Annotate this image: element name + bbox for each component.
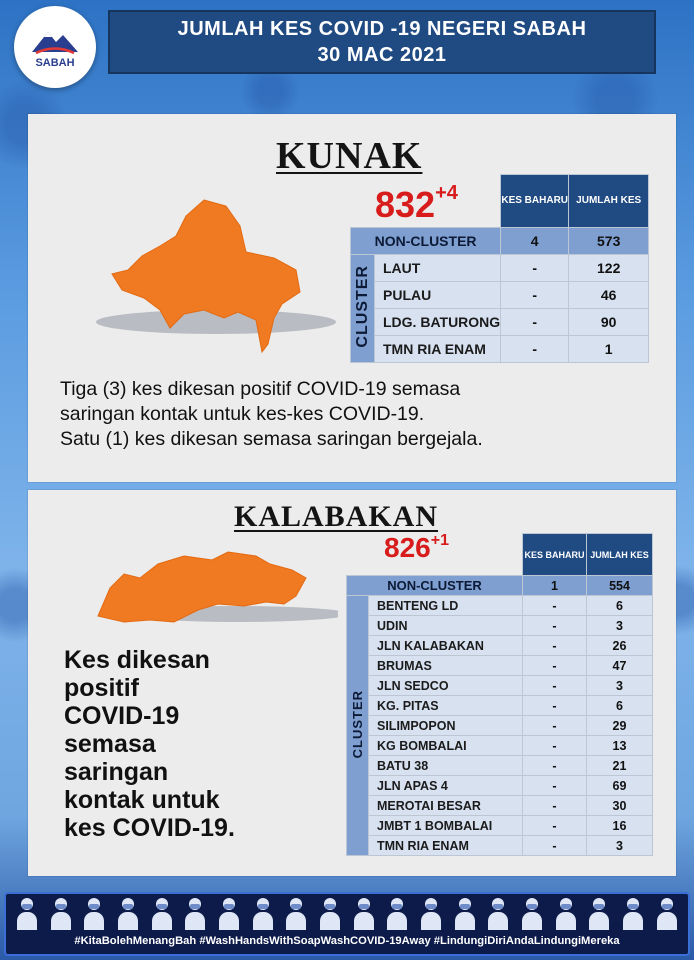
- cluster-baharu: -: [523, 736, 587, 756]
- kunak-table: [350, 174, 649, 363]
- note-line: saringan kontak untuk kes-kes COVID-19.: [60, 403, 425, 425]
- cluster-name: TMN RIA ENAM: [375, 336, 501, 363]
- footer-banner: [4, 892, 690, 956]
- cluster-jumlah: 6: [587, 696, 653, 716]
- non-cluster-baharu: 4: [501, 228, 569, 255]
- frontliner-icon: [285, 898, 307, 930]
- cluster-jumlah: 6: [587, 596, 653, 616]
- district-title-kalabakan: KALABAKAN: [234, 500, 439, 533]
- cluster-baharu: -: [501, 309, 569, 336]
- page-title: [108, 10, 656, 74]
- cluster-jumlah: 90: [569, 309, 649, 336]
- cluster-baharu: -: [523, 656, 587, 676]
- non-cluster-jumlah: 573: [569, 228, 649, 255]
- cluster-baharu: -: [523, 716, 587, 736]
- cluster-jumlah: 47: [587, 656, 653, 676]
- table-spacer: [351, 175, 501, 228]
- frontliner-icon: [420, 898, 442, 930]
- kunak-note: [60, 377, 660, 452]
- cluster-name: LAUT: [375, 255, 501, 282]
- title-line-2: 30 MAC 2021: [317, 44, 447, 66]
- cluster-baharu: -: [523, 796, 587, 816]
- non-cluster-label: NON-CLUSTER: [347, 576, 523, 596]
- hashtag-banner: #KitaBolehMenangBah #WashHandsWithSoapWashCOVID-19Away #LindungiDiriAndaLindungiMereka: [74, 935, 620, 947]
- note-line: Tiga (3) kes dikesan positif COVID-19 semasa: [60, 378, 461, 400]
- cluster-name: KG. PITAS: [369, 696, 523, 716]
- cluster-baharu: -: [501, 255, 569, 282]
- kalabakan-panel: [28, 490, 676, 876]
- cluster-jumlah: 21: [587, 756, 653, 776]
- cluster-name: JLN SEDCO: [369, 676, 523, 696]
- note-line: positif: [64, 674, 139, 702]
- cluster-baharu: -: [523, 596, 587, 616]
- cluster-name: JLN APAS 4: [369, 776, 523, 796]
- cluster-baharu: -: [523, 676, 587, 696]
- cluster-jumlah: 3: [587, 676, 653, 696]
- district-title-kunak: KUNAK: [276, 135, 423, 177]
- table-spacer: [347, 534, 523, 576]
- cluster-name: MEROTAI BESAR: [369, 796, 523, 816]
- frontliner-icon: [151, 898, 173, 930]
- frontliner-icon: [555, 898, 577, 930]
- cluster-baharu: -: [523, 696, 587, 716]
- cluster-baharu: -: [523, 756, 587, 776]
- cluster-name: JMBT 1 BOMBALAI: [369, 816, 523, 836]
- cluster-baharu: -: [523, 776, 587, 796]
- cluster-jumlah: 13: [587, 736, 653, 756]
- cluster-name: BENTENG LD: [369, 596, 523, 616]
- title-line-1: JUMLAH KES COVID -19 NEGERI SABAH: [177, 18, 587, 40]
- note-line: Satu (1) kes dikesan semasa saringan bergejala.: [60, 428, 483, 450]
- jumlah-kes-header: JUMLAH KES: [569, 175, 649, 228]
- frontliner-icon: [252, 898, 274, 930]
- cluster-jumlah: 16: [587, 816, 653, 836]
- cluster-baharu: -: [523, 816, 587, 836]
- logo-text: SABAH: [35, 56, 75, 69]
- frontliner-icon: [487, 898, 509, 930]
- kalabakan-note: [64, 646, 294, 842]
- note-line: Kes dikesan: [64, 646, 210, 674]
- cluster-baharu: -: [523, 616, 587, 636]
- kalabakan-new-cases: +1: [430, 532, 449, 549]
- frontliner-icon: [386, 898, 408, 930]
- kunak-panel: [28, 114, 676, 482]
- cluster-baharu: -: [501, 336, 569, 363]
- mountain-logo-icon: [30, 26, 80, 56]
- note-line: kontak untuk: [64, 786, 220, 814]
- cluster-jumlah: 1: [569, 336, 649, 363]
- cluster-jumlah: 3: [587, 836, 653, 856]
- cluster-name: PULAU: [375, 282, 501, 309]
- kes-baharu-header: KES BAHARU: [501, 175, 569, 228]
- cluster-baharu: -: [501, 282, 569, 309]
- non-cluster-jumlah: 554: [587, 576, 653, 596]
- frontliner-icon: [117, 898, 139, 930]
- frontliner-icon: [50, 898, 72, 930]
- cluster-name: JLN KALABAKAN: [369, 636, 523, 656]
- kunak-new-cases: +4: [435, 182, 458, 204]
- frontliner-icon: [454, 898, 476, 930]
- cluster-name: LDG. BATURONG: [375, 309, 501, 336]
- kunak-total-value: 832: [375, 184, 436, 225]
- note-line: saringan: [64, 758, 169, 786]
- frontliner-icon: [588, 898, 610, 930]
- cluster-jumlah: 30: [587, 796, 653, 816]
- frontliner-icon: [622, 898, 644, 930]
- cluster-label: CLUSTER: [351, 255, 375, 363]
- frontliner-icon: [319, 898, 341, 930]
- frontliner-icon: [184, 898, 206, 930]
- frontliner-icon: [521, 898, 543, 930]
- cluster-name: SILIMPOPON: [369, 716, 523, 736]
- non-cluster-label: NON-CLUSTER: [351, 228, 501, 255]
- note-line: kes COVID-19.: [64, 814, 235, 842]
- kalabakan-map: [88, 544, 338, 634]
- cluster-jumlah: 122: [569, 255, 649, 282]
- frontliner-icon: [218, 898, 240, 930]
- cluster-label: CLUSTER: [347, 596, 369, 856]
- non-cluster-baharu: 1: [523, 576, 587, 596]
- kunak-map: [86, 194, 336, 359]
- cluster-name: UDIN: [369, 616, 523, 636]
- cluster-jumlah: 29: [587, 716, 653, 736]
- cluster-name: KG BOMBALAI: [369, 736, 523, 756]
- frontliner-icon: [353, 898, 375, 930]
- cluster-jumlah: 46: [569, 282, 649, 309]
- jumlah-kes-header: JUMLAH KES: [587, 534, 653, 576]
- kes-baharu-header: KES BAHARU: [523, 534, 587, 576]
- note-line: COVID-19: [64, 702, 180, 730]
- cluster-jumlah: 3: [587, 616, 653, 636]
- frontliner-icon: [16, 898, 38, 930]
- cluster-jumlah: 26: [587, 636, 653, 656]
- cluster-baharu: -: [523, 636, 587, 656]
- sabah-logo: [14, 6, 96, 88]
- cluster-jumlah: 69: [587, 776, 653, 796]
- cluster-name: TMN RIA ENAM: [369, 836, 523, 856]
- frontliner-icon: [83, 898, 105, 930]
- cluster-baharu: -: [523, 836, 587, 856]
- frontliner-figures: [16, 898, 678, 932]
- kalabakan-total-value: 826: [384, 532, 431, 563]
- frontliner-icon: [656, 898, 678, 930]
- cluster-name: BRUMAS: [369, 656, 523, 676]
- note-line: semasa: [64, 730, 156, 758]
- kalabakan-table: [346, 533, 653, 856]
- cluster-name: BATU 38: [369, 756, 523, 776]
